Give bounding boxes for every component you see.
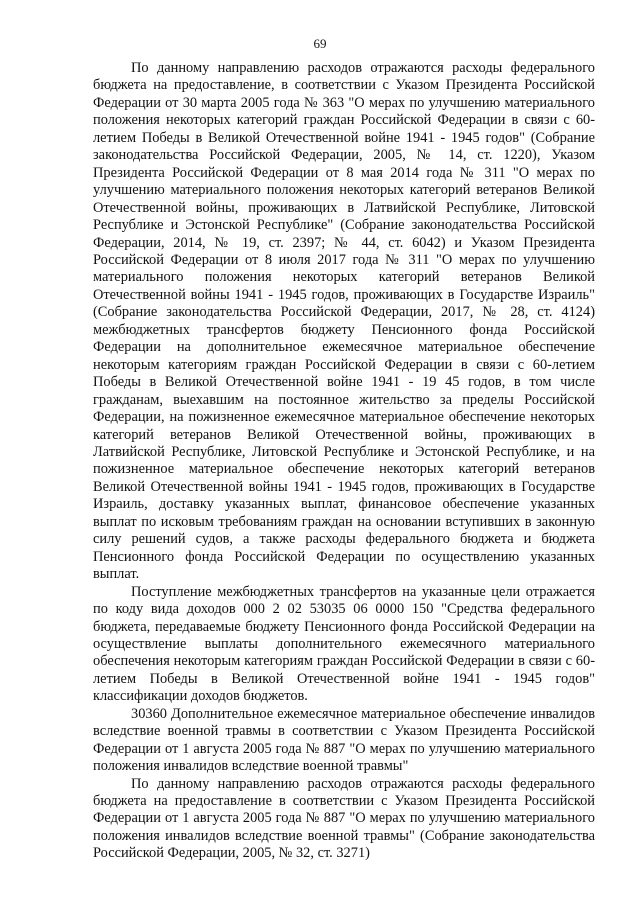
paragraph-4: По данному направлению расходов отражаются расходы федерального бюджета на предоставление в соответствии с Указом Президента Российской Федерации от 1 августа 2005 года № 887 "О мерах по улучшению материального положения инвалидов вследствие военной травмы" (Собрание законодательства Российской Федерации, 2005, № 32, ст. 3271) [93, 775, 595, 862]
paragraph-2: Поступление межбюджетных трансфертов на указанные цели отражается по коду вида доходов 000 2 02 53035 06 0000 150 "Средства федерального бюджета, передаваемые бюджету Пенсионного фонда Российской Федерации на осуществление выплаты дополнительного ежемесячного материального обеспечения некоторым категориям граждан Российской Федерации в связи с 60-летием Победы в Великой Отечественной войне 1941 - 1945 годов" классификации доходов бюджетов. [93, 583, 595, 705]
document-body [93, 60, 595, 863]
paragraph-1: По данному направлению расходов отражаются расходы федерального бюджета на предоставление, в соответствии с Указом Президента Российской Федерации от 30 марта 2005 года № 363 "О мерах по улучшению материального положения некоторых категорий граждан Российской Федерации в связи с 60-летием Победы в Великой Отечественной войне 1941 - 1945 годов" (Собрание законодательства Российской Федерации, 2005, № 14, ст. 1220), Указом Президента Российской Федерации от 8 мая 2014 года № 311 "О мерах по улучшению материального положения некоторых категорий ветеранов Великой Отечественной войны, проживающих в Латвийской Республике, Литовской Республике и Эстонской Республике" (Собрание законодательства Российской Федерации, 2014, № 19, ст. 2397; № 44, ст. 6042) и Указом Президента Российской Федерации от 8 июля 2017 года № 311 "О мерах по улучшению материального положения некоторых категорий ветеранов Великой Отечественной войны 1941 - 1945 годов, проживающих в Государстве Израиль" (Собрание законодательства Российской Федерации, 2017, № 28, ст. 4124) межбюджетных трансфертов бюджету Пенсионного фонда Российской Федерации на дополнительное ежемесячное материальное обеспечение некоторым категориям граждан Российской Федерации в связи с 60-летием Победы в Великой Отечественной войне 1941 - 19 45 годов, в том числе гражданам, выехавшим на постоянное жительство за пределы Российской Федерации, на пожизненное ежемесячное материальное обеспечение некоторых категорий ветеранов Великой Отечественной войны, проживающих в Латвийской Республике, Литовской Республике и Эстонской Республике, и на пожизненное материальное обеспечение некоторых категорий ветеранов Великой Отечественной войны 1941 - 1945 годов, проживающих в Государстве Израиль, доставку указанных выплат, финансовое обеспечение указанных выплат по исковым требованиям граждан на основании вступивших в законную силу решений судов, а также расходы федерального бюджета и бюджета Пенсионного фонда Российской Федерации по осуществлению указанных выплат. [93, 60, 595, 583]
page-number: 69 [313, 36, 327, 51]
paragraph-3: 30360 Дополнительное ежемесячное материальное обеспечение инвалидов вследствие военной травмы в соответствии с Указом Президента Российской Федерации от 1 августа 2005 года № 887 "О мерах по улучшению материального положения инвалидов вследствие военной травмы" [93, 705, 595, 775]
